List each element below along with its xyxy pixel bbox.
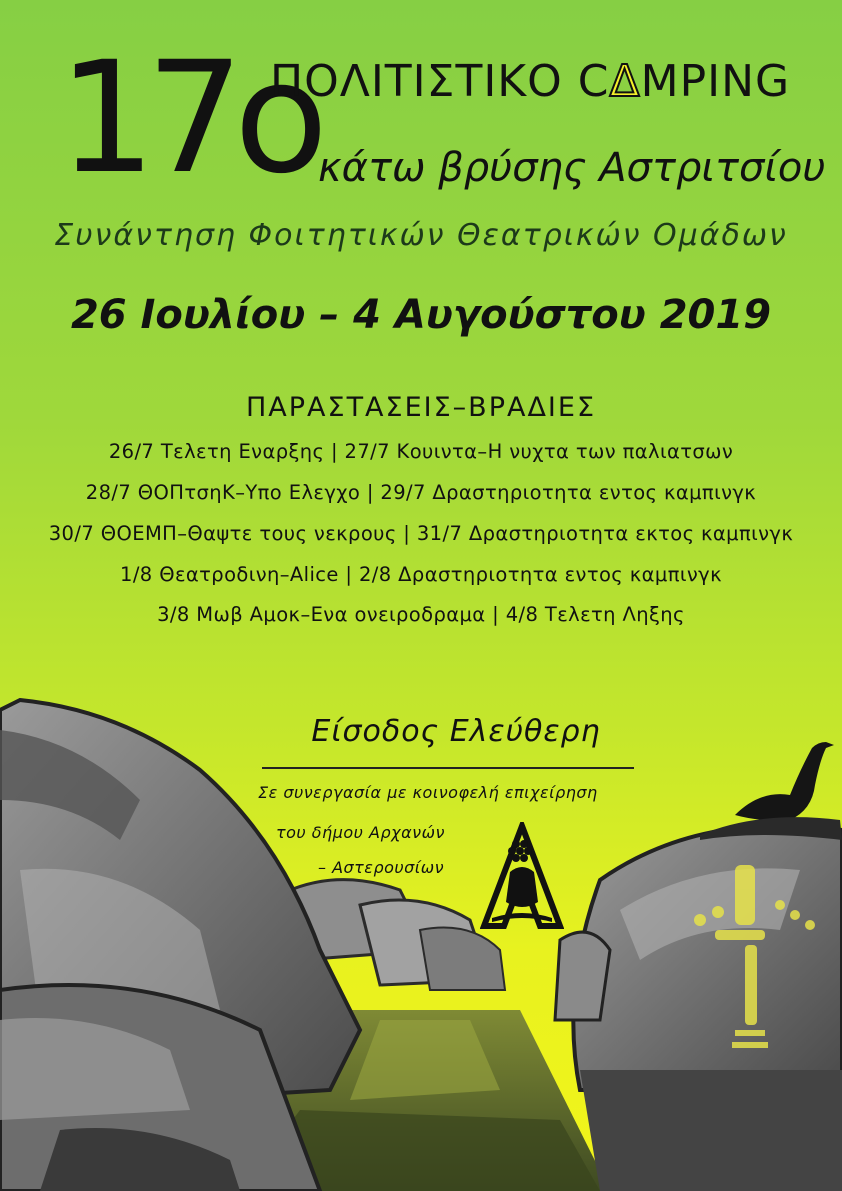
event-line: 26/7 Τελετη Εναρξης | 27/7 Κουιντα–Η νυχτα των παλιατσων — [108, 440, 734, 463]
edition-number: 17ο — [58, 29, 319, 208]
tent-right-large — [573, 826, 842, 1090]
cooperation-text-line3: – Αστερουσίων — [318, 858, 445, 877]
cooperation-text-line2: του δήμου Αρχανών — [276, 823, 445, 842]
event-title — [270, 56, 791, 107]
event-title-part-b: MPING — [640, 56, 791, 107]
triangle-tent-letter: Δ — [609, 56, 641, 107]
event-line: 1/8 Θεατροδινη–Alice | 2/8 Δραστηριοτητα εντος καμπινγκ — [120, 563, 722, 586]
event-subtitle: Συνάντηση Φοιτητικών Θεατρικών Ομάδων — [54, 218, 788, 253]
event-line: 30/7 ΘΟΕΜΠ–Θαψτε τους νεκρους | 31/7 Δραστηριοτητα εκτος καμπινγκ — [48, 522, 794, 545]
free-entry-label: Είσοδος Ελεύθερη — [311, 714, 601, 749]
event-line: 28/7 ΘΟΠτσηΚ–Υπο Ελεγχο | 29/7 Δραστηριοτητα εντος καμπινγκ — [85, 481, 757, 504]
event-dates: 26 Ιουλίου – 4 Αυγούστου 2019 — [70, 292, 772, 338]
event-location: κάτω βρύσης Αστριτσίου — [318, 145, 826, 191]
cooperation-text-line1: Σε συνεργασία με κοινοφελή επιχείρηση — [258, 783, 598, 802]
tent-right-base — [580, 1070, 842, 1191]
events-heading: ΠΑΡΑΣΤΑΣΕΙΣ–ΒΡΑΔΙΕΣ — [245, 392, 597, 423]
municipality-logo-icon — [480, 822, 564, 930]
event-title-part-a: ΠΟΛΙΤΙΣΤΙΚΟ C — [270, 56, 610, 107]
bird-silhouette-icon — [700, 742, 842, 840]
divider — [262, 767, 634, 769]
camping-scene-illustration — [0, 690, 842, 1191]
event-line: 3/8 Μωβ Αμοκ–Ενα ονειροδραμα | 4/8 Τελετη Ληξης — [157, 603, 685, 626]
tent-distant-3 — [420, 928, 505, 991]
